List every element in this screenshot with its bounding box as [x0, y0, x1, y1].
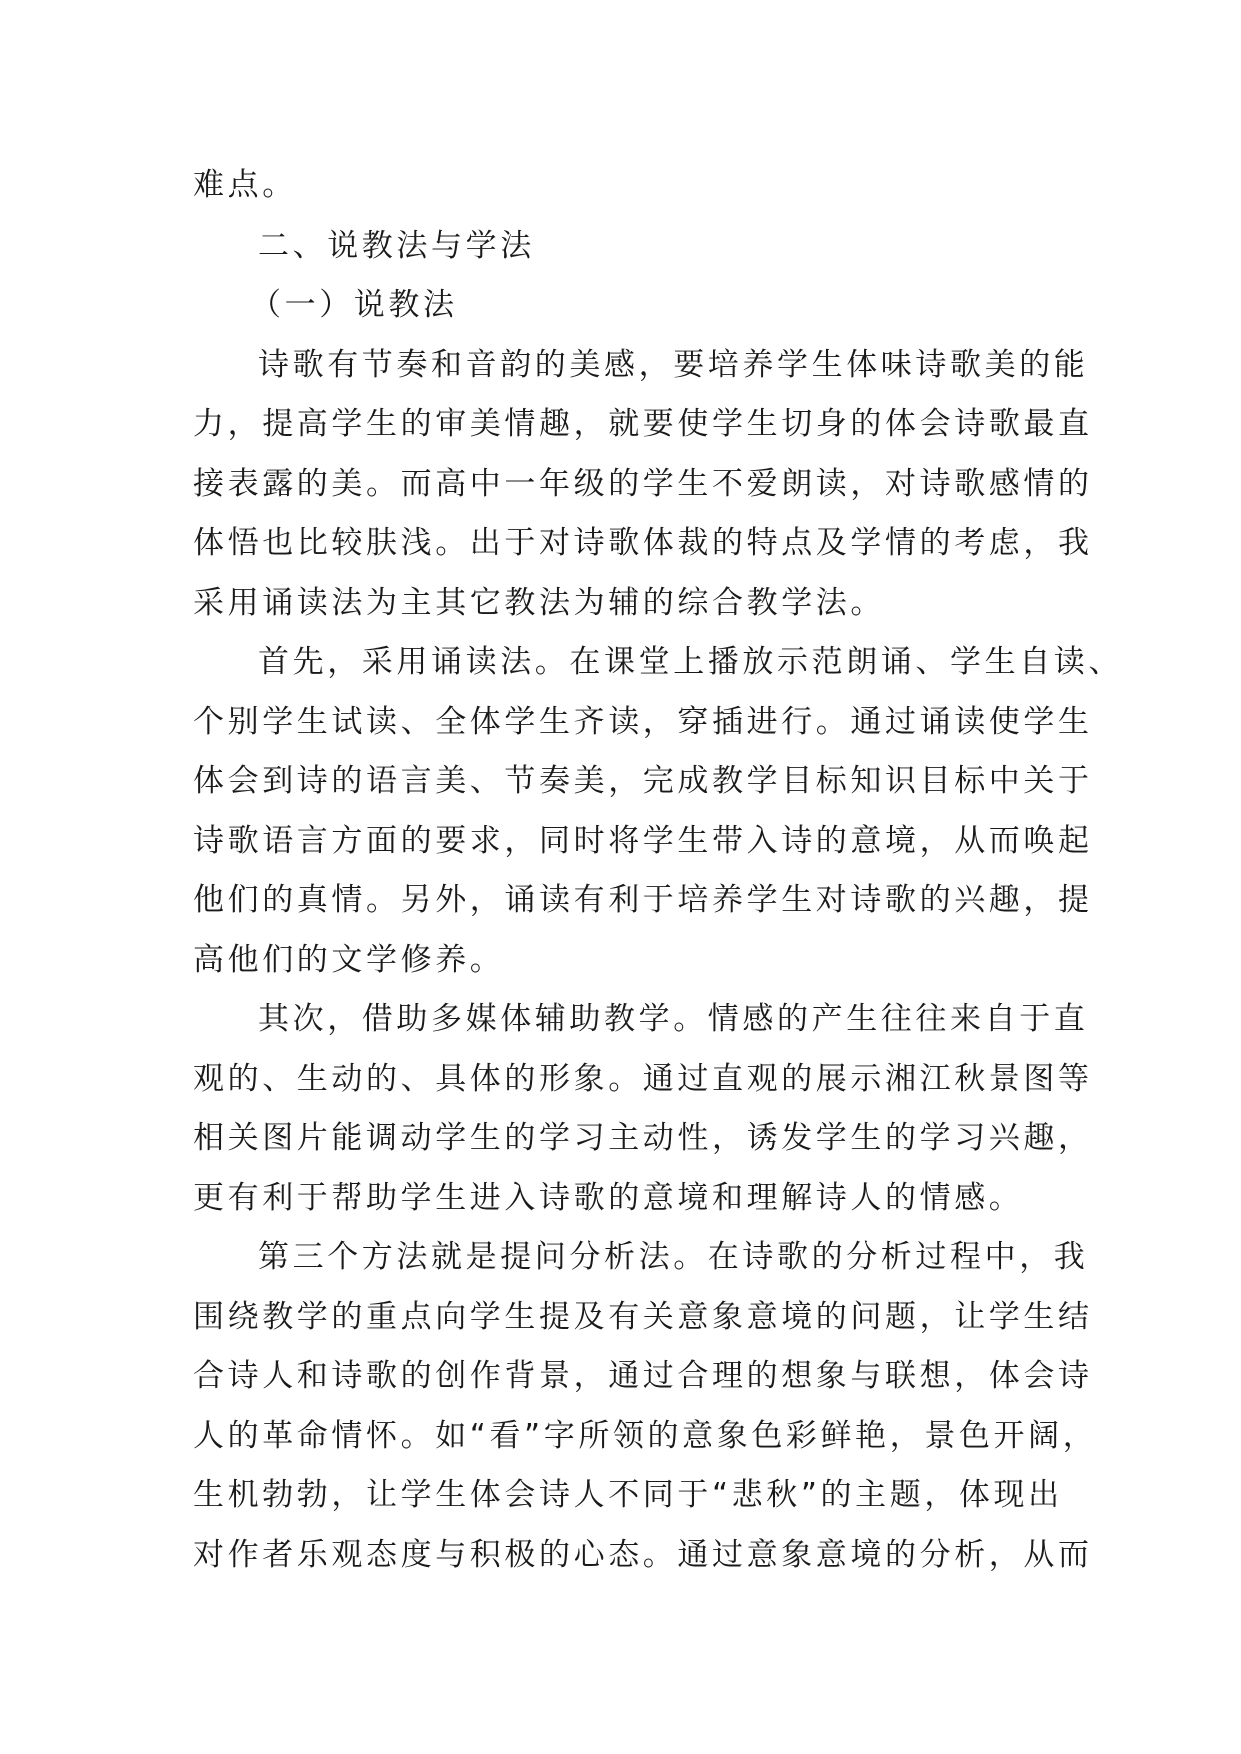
section-heading: 二、说教法与学法	[258, 228, 535, 264]
text-line: 体会到诗的语言美、节奏美，完成教学目标知识目标中关于	[193, 763, 1093, 799]
text-line: 第三个方法就是提问分析法。在诗歌的分析过程中，我	[258, 1239, 1089, 1275]
text-line: 对作者乐观态度与积极的心态。通过意象意境的分析，从而	[193, 1537, 1093, 1573]
text-line: 采用诵读法为主其它教法为辅的综合教学法。	[193, 585, 885, 621]
text-line: 其次，借助多媒体辅助教学。情感的产生往往来自于直	[258, 1001, 1089, 1037]
text-line: 接表露的美。而高中一年级的学生不爱朗读，对诗歌感情的	[193, 466, 1093, 502]
text-line: 更有利于帮助学生进入诗歌的意境和理解诗人的情感。	[193, 1180, 1024, 1216]
text-line: 围绕教学的重点向学生提及有关意象意境的问题，让学生结	[193, 1299, 1093, 1335]
text-line: 难点。	[193, 167, 297, 203]
text-line: 力，提高学生的审美情趣，就要使学生切身的体会诗歌最直	[193, 406, 1093, 442]
text-line: 生机勃勃，让学生体会诗人不同于“悲秋”的主题，体现出	[193, 1477, 1063, 1513]
text-line: 合诗人和诗歌的创作背景，通过合理的想象与联想，体会诗	[193, 1358, 1093, 1394]
text-line: 他们的真情。另外，诵读有利于培养学生对诗歌的兴趣，提	[193, 882, 1093, 918]
text-line: 相关图片能调动学生的学习主动性，诱发学生的学习兴趣，	[193, 1120, 1093, 1156]
text-line: 观的、生动的、具体的形象。通过直观的展示湘江秋景图等	[193, 1061, 1093, 1097]
text-line: 人的革命情怀。如“看”字所领的意象色彩鲜艳，景色开阔，	[193, 1418, 1098, 1454]
subsection-heading: （一）说教法	[250, 287, 458, 323]
text-line: 诗歌有节奏和音韵的美感，要培养学生体味诗歌美的能	[258, 347, 1089, 383]
text-line: 首先，采用诵读法。在课堂上播放示范朗诵、学生自读、	[258, 644, 1123, 680]
text-line: 个别学生试读、全体学生齐读，穿插进行。通过诵读使学生	[193, 704, 1093, 740]
text-line: 体悟也比较肤浅。出于对诗歌体裁的特点及学情的考虑，我	[193, 525, 1093, 561]
text-line: 高他们的文学修养。	[193, 942, 505, 978]
text-line: 诗歌语言方面的要求，同时将学生带入诗的意境，从而唤起	[193, 823, 1093, 859]
